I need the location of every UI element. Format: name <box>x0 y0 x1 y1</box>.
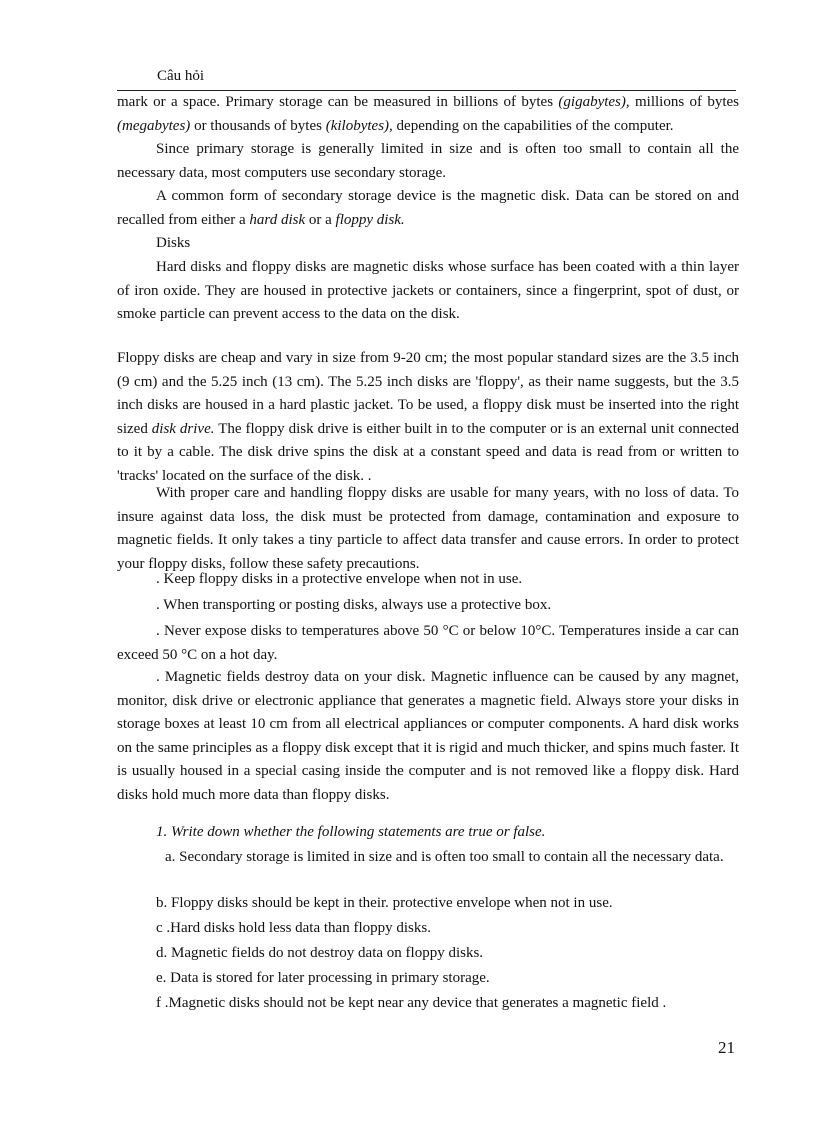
term-megabytes: (megabytes) <box>117 117 191 134</box>
paragraph-care: With proper care and handling floppy disks are usable for many years, with no loss of data. To insure against data loss, the disk must be protected from damage, contamination and exposure to magnetic fields. It only takes a tiny particle to affect data transfer and cause errors. In order to protect your floppy disks, follow these safety precautions. <box>117 485 739 572</box>
term-kilobytes: (kilobytes), <box>325 117 393 134</box>
precaution-4: . Magnetic fields destroy data on your disk. Magnetic influence can be caused by any magnet, monitor, disk drive or electronic appliance that generates a magnetic field. Always store your disks in storage boxes at least 10 cm from all electrical appliances or computer components. A hard disk works on the same principles as a floppy disk except that it is rigid and much thicker, and spins much faster. It is usually housed in a special casing inside the computer and is not removed like a floppy disk. Hard disks hold much more data than floppy disks. <box>117 669 739 803</box>
exercise-item-b: b. Floppy disks should be kept in their. protective envelope when not in use. <box>156 895 613 911</box>
page-header <box>117 66 736 91</box>
text: or a <box>305 211 336 228</box>
text: or thousands of bytes <box>190 117 326 134</box>
text: The floppy disk drive is either built in to the computer or is an external unit connected to it by a cable. The disk drive spins the disk at a constant speed and data is read from or written to 'tracks' located on the surface of the disk. . <box>117 420 740 484</box>
section-heading-disks: Disks <box>156 235 191 251</box>
term-gigabytes: (gigabytes), <box>558 94 630 110</box>
exercise-item-f: f .Magnetic disks should not be kept near any device that generates a magnetic field . <box>156 995 667 1011</box>
exercise-item-c: c .Hard disks hold less data than floppy disks. <box>156 920 431 936</box>
paragraph-floppy-sizes <box>117 347 739 489</box>
paragraph-primary-storage <box>117 91 739 138</box>
exercise-item-d: d. Magnetic fields do not destroy data on floppy disks. <box>156 945 484 961</box>
term-hard-disk: hard disk <box>249 211 306 228</box>
paragraph-secondary-storage: Since primary storage is generally limited in size and is often too small to contain all the necessary data, most computers use secondary storage. <box>117 141 739 181</box>
precaution-2: . When transporting or posting disks, always use a protective box. <box>156 597 552 613</box>
text: A common form of secondary storage device is the magnetic disk. Data can be stored on and recalled from either a <box>117 188 739 228</box>
precaution-3: . Never expose disks to temperatures above 50 °C or below 10°C. Temperatures inside a car can exceed 50 °C on a hot day. <box>117 623 739 663</box>
term-floppy-disk: floppy disk. <box>335 211 405 228</box>
text: millions of bytes <box>629 94 739 110</box>
paragraph-hard-floppy: Hard disks and floppy disks are magnetic disks whose surface has been coated with a thin layer of iron oxide. They are housed in protective jackets or containers, since a fingerprint, spot of dust, or smoke particle can prevent access to the data on the disk. <box>117 259 739 323</box>
page-number: 21 <box>718 1038 735 1057</box>
exercise-item-a: a. Secondary storage is limited in size and is often too small to contain all the necessary data. <box>165 849 724 865</box>
paragraph-magnetic-disk <box>117 185 739 232</box>
text: Floppy disks are cheap and vary in size from 9-20 cm; the most popular standard sizes are the 3.5 inch (9 cm) and the 5.25 inch (13 cm). The 5.25 inch disks are 'floppy', as their name suggests, but the 3.5 inch disks are housed in a hard plastic jacket. To be used, a floppy disk must be inserted into the right sized <box>117 350 739 437</box>
exercise-item-e: e. Data is stored for later processing in primary storage. <box>156 970 490 986</box>
header-title: Câu hỏi <box>157 68 205 84</box>
term-disk-drive: disk drive. <box>151 420 215 437</box>
text: mark or a space. Primary storage can be measured in billions of bytes <box>117 94 559 110</box>
precaution-1: . Keep floppy disks in a protective envelope when not in use. <box>156 571 523 587</box>
exercise-title: 1. Write down whether the following statements are true or false. <box>156 824 546 840</box>
text: depending on the capabilities of the computer. <box>392 117 674 134</box>
